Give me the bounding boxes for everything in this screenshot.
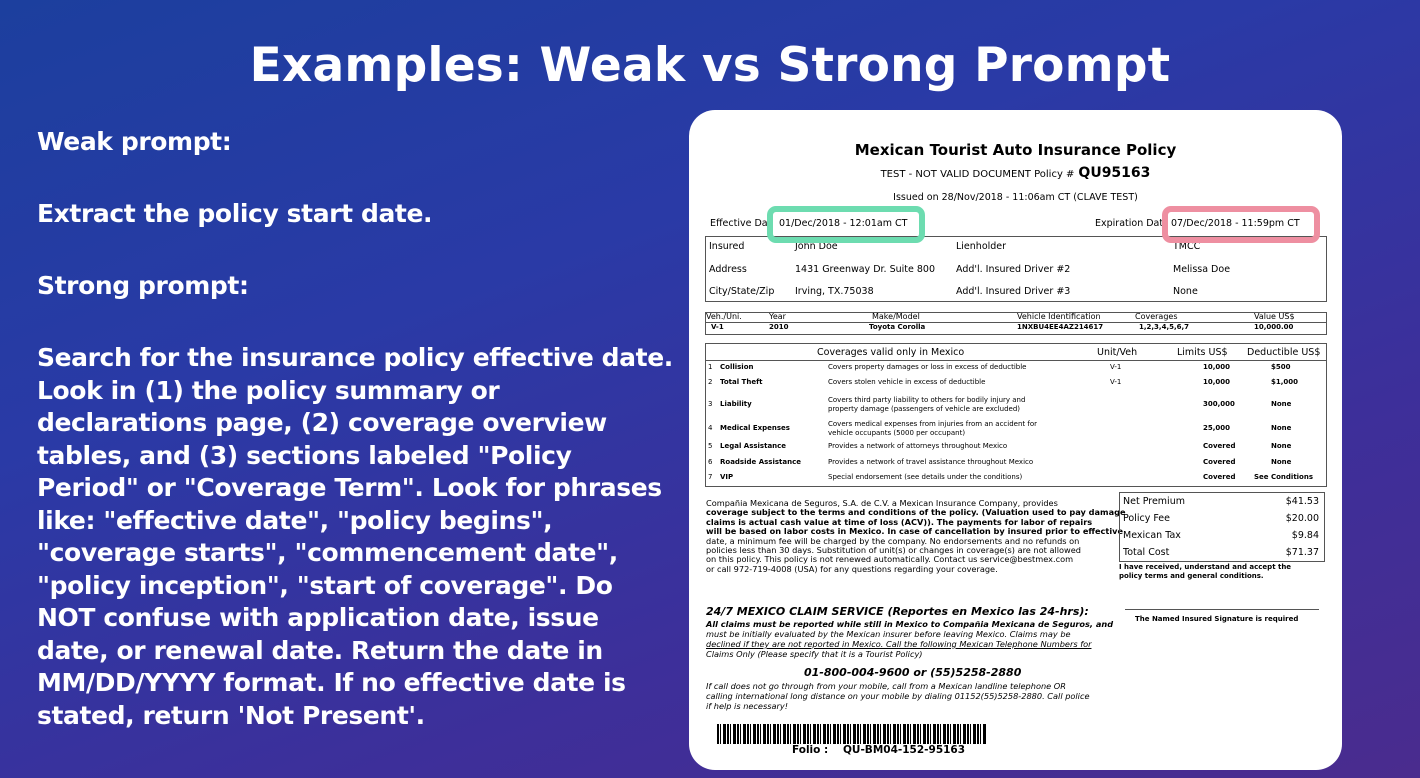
coverage-deductible: $500 <box>1271 363 1291 371</box>
signature-label: The Named Insured Signature is required <box>1135 615 1299 623</box>
slide-title: Examples: Weak vs Strong Prompt <box>249 38 1171 93</box>
coverage-header-name: Coverages valid only in Mexico <box>817 347 965 358</box>
coverage-number: 5 <box>708 442 713 450</box>
vehicle-header-cell: Veh./Uni. <box>706 312 742 321</box>
vehicle-cell: 1,2,3,4,5,6,7 <box>1139 323 1190 331</box>
expiration-date-highlight <box>1162 206 1320 243</box>
coverage-name: Roadside Assistance <box>720 458 801 466</box>
company-terms-line: date, a minimum fee will be charged by the company. No endorsements and no refunds on <box>706 535 1080 546</box>
coverage-deductible: $1,000 <box>1271 378 1299 386</box>
coverage-limit: Covered <box>1203 442 1236 450</box>
coverage-unit: V-1 <box>1110 363 1122 371</box>
coverage-description: Covers property damages or loss in excess of deductible <box>828 363 1027 371</box>
barcode <box>717 724 987 744</box>
claim-phones: 01-800-004-9600 or (55)5258-2880 <box>804 666 1022 679</box>
coverage-description: Covers stolen vehicle in excess of deductible <box>828 378 986 386</box>
vehicle-cell: Toyota Corolla <box>869 323 926 331</box>
coverage-number: 1 <box>708 363 713 371</box>
coverage-description: Covers medical expenses from injuries from an accident for <box>828 420 1037 428</box>
claim-note: If call does not go through from your mobile, call from a Mexican landline telephone OR calling international long distance on your mobile by dialing 01152(55)5258-2880. Call police if help is necessary! <box>706 681 1090 711</box>
vehicle-header-cell: Vehicle Identification <box>1017 312 1101 321</box>
driver2-label: Add'l. Insured Driver #2 <box>956 264 1071 275</box>
driver3-value: None <box>1173 286 1198 297</box>
effective-label: Effective Dat <box>710 218 772 229</box>
coverage-limit: Covered <box>1203 473 1236 481</box>
company-terms-line: on this policy. This policy is not renewed automatically. Contact us service@bestmex.com <box>706 554 1074 565</box>
effective-value: 01/Dec/2018 - 12:01am CT <box>779 218 908 229</box>
policy-number: QU95163 <box>1078 165 1151 181</box>
company-terms-line: policies less than 30 days. Substitution of unit(s) or changes in coverage(s) are not allowed <box>706 545 1081 555</box>
coverage-description: property damage (passengers of vehicle are excluded) <box>828 405 1021 413</box>
total-label: Policy Fee <box>1123 513 1170 524</box>
vehicle-cell: 2010 <box>769 323 789 331</box>
total-label: Mexican Tax <box>1123 530 1181 541</box>
address-label: Address <box>709 264 747 275</box>
coverage-number: 6 <box>708 458 713 466</box>
coverage-description: Covers third party liability to others for bodily injury and <box>828 396 1026 404</box>
total-label: Net Premium <box>1123 496 1185 507</box>
acknowledge-text: I have received, understand and accept the policy terms and general conditions. <box>1119 563 1292 580</box>
coverage-limit: 10,000 <box>1203 363 1231 371</box>
insured-value: John Doe <box>795 241 838 252</box>
claim-title: 24/7 MEXICO CLAIM SERVICE (Reportes en Mexico las 24-hrs): <box>706 605 1089 618</box>
vehicle-table <box>705 312 1327 335</box>
address-value: 1431 Greenway Dr. Suite 800 <box>795 264 935 275</box>
total-value: $9.84 <box>1291 530 1319 541</box>
weak-prompt-text: Extract the policy start date. <box>37 199 433 228</box>
total-value: $41.53 <box>1285 496 1319 507</box>
issued-date: Issued on 28/Nov/2018 - 11:06am CT (CLAVE TEST) <box>893 192 1138 203</box>
total-value: $71.37 <box>1285 547 1319 558</box>
lienholder-value: TMCC <box>1173 241 1201 252</box>
coverage-description: Provides a network of attorneys throughout Mexico <box>828 442 1008 450</box>
coverage-deductible: None <box>1271 458 1292 466</box>
strong-prompt-text: Search for the insurance policy effective date. Look in (1) the policy summary or declarations page, (2) coverage overview tables, and (3) sections labeled "Policy Period" or "Coverage Term". Look for phrases like: "effective date", "policy begins", "coverage starts", "commencement date", "policy inception", "start of coverage". Do NOT confuse with application date, issue date, or renewal date. Return the date in MM/DD/YYYY format. If no effective date is stated, return 'Not Present'. <box>37 343 673 730</box>
company-terms-line: Compañia Mexicana de Seguros, S.A. de C.V. a Mexican Insurance Company, provides <box>706 498 1058 508</box>
policy-title: Mexican Tourist Auto Insurance Policy <box>854 141 1177 159</box>
company-terms-line: or call 972-719-4008 (USA) for any questions regarding your coverage. <box>706 563 998 574</box>
coverage-name: Total Theft <box>720 378 763 386</box>
expiration-label: Expiration Dat <box>1095 218 1164 229</box>
coverage-number: 7 <box>708 473 713 481</box>
city-label: City/State/Zip <box>709 286 775 297</box>
coverage-deductible: None <box>1271 442 1292 450</box>
driver2-value: Melissa Doe <box>1173 264 1231 275</box>
coverage-limit: 25,000 <box>1203 424 1231 432</box>
coverage-limit: Covered <box>1203 458 1236 466</box>
vehicle-header-cell: Year <box>769 312 786 321</box>
coverage-name: Legal Assistance <box>720 442 787 450</box>
vehicle-header-cell: Value US$ <box>1254 312 1295 321</box>
coverage-header-deductible: Deductible US$ <box>1247 347 1321 358</box>
vehicle-header-cell: Make/Model <box>872 312 920 321</box>
lienholder-label: Lienholder <box>956 241 1007 252</box>
insured-label: Insured <box>709 241 745 252</box>
coverage-name: Liability <box>720 400 752 408</box>
vehicle-cell: 1NXBU4EE4AZ214617 <box>1017 323 1104 331</box>
coverage-unit: V-1 <box>1110 378 1122 386</box>
company-terms-line: will be based on labor costs in Mexico. In case of cancellation by insured prior to effective <box>706 526 1124 537</box>
coverage-limit: 10,000 <box>1203 378 1231 386</box>
coverage-limit: 300,000 <box>1203 400 1235 408</box>
policy-document <box>689 110 1342 770</box>
claim-text: All claims must be reported while still in Mexico to Compañia Mexicana de Seguros, and must be initially evaluated by the Mexican insurer before leaving Mexico. Claims may be declined if they are not reported in Mexico. Call the following Mexican Telephone Numbers for Claims Only (Please specify that it is a Tourist Policy) <box>706 619 1114 659</box>
coverage-name: VIP <box>720 473 734 481</box>
folio-label: Folio : <box>792 744 829 756</box>
expiration-value: 07/Dec/2018 - 11:59pm CT <box>1171 218 1300 229</box>
weak-prompt-label: Weak prompt: <box>37 127 232 156</box>
coverage-deductible: None <box>1271 424 1292 432</box>
coverage-deductible: None <box>1271 400 1292 408</box>
policy-subtitle: TEST - NOT VALID DOCUMENT Policy # QU95163 <box>880 165 1151 181</box>
effective-date-highlight <box>767 206 925 243</box>
company-terms-line: coverage subject to the terms and conditions of the policy. (Valuation used to pay damage <box>706 507 1126 518</box>
vehicle-header-cell: Coverages <box>1135 312 1178 321</box>
company-terms-line: claims is actual cash value at time of loss (ACV)). The payments for labor of repairs <box>706 516 1093 527</box>
coverage-header-limits: Limits US$ <box>1177 347 1228 358</box>
coverage-description: Special endorsement (see details under the conditions) <box>828 473 1023 481</box>
coverage-header-unit: Unit/Veh <box>1097 347 1138 358</box>
total-value: $20.00 <box>1285 513 1319 524</box>
coverage-number: 3 <box>708 400 713 408</box>
vehicle-cell: V-1 <box>711 323 724 331</box>
coverage-description: vehicle occupants (5000 per occupant) <box>828 429 966 437</box>
coverage-number: 4 <box>708 424 713 432</box>
coverage-deductible: See Conditions <box>1254 473 1314 481</box>
vehicle-cell: 10,000.00 <box>1254 323 1294 331</box>
coverage-name: Medical Expenses <box>720 424 790 432</box>
folio-value: QU-BM04-152-95163 <box>843 744 966 756</box>
coverage-description: Provides a network of travel assistance throughout Mexico <box>828 458 1034 466</box>
coverage-number: 2 <box>708 378 713 386</box>
city-value: Irving, TX.75038 <box>795 286 874 297</box>
coverage-name: Collision <box>720 363 754 371</box>
strong-prompt-label: Strong prompt: <box>37 271 249 300</box>
total-label: Total Cost <box>1123 547 1170 558</box>
driver3-label: Add'l. Insured Driver #3 <box>956 286 1071 297</box>
